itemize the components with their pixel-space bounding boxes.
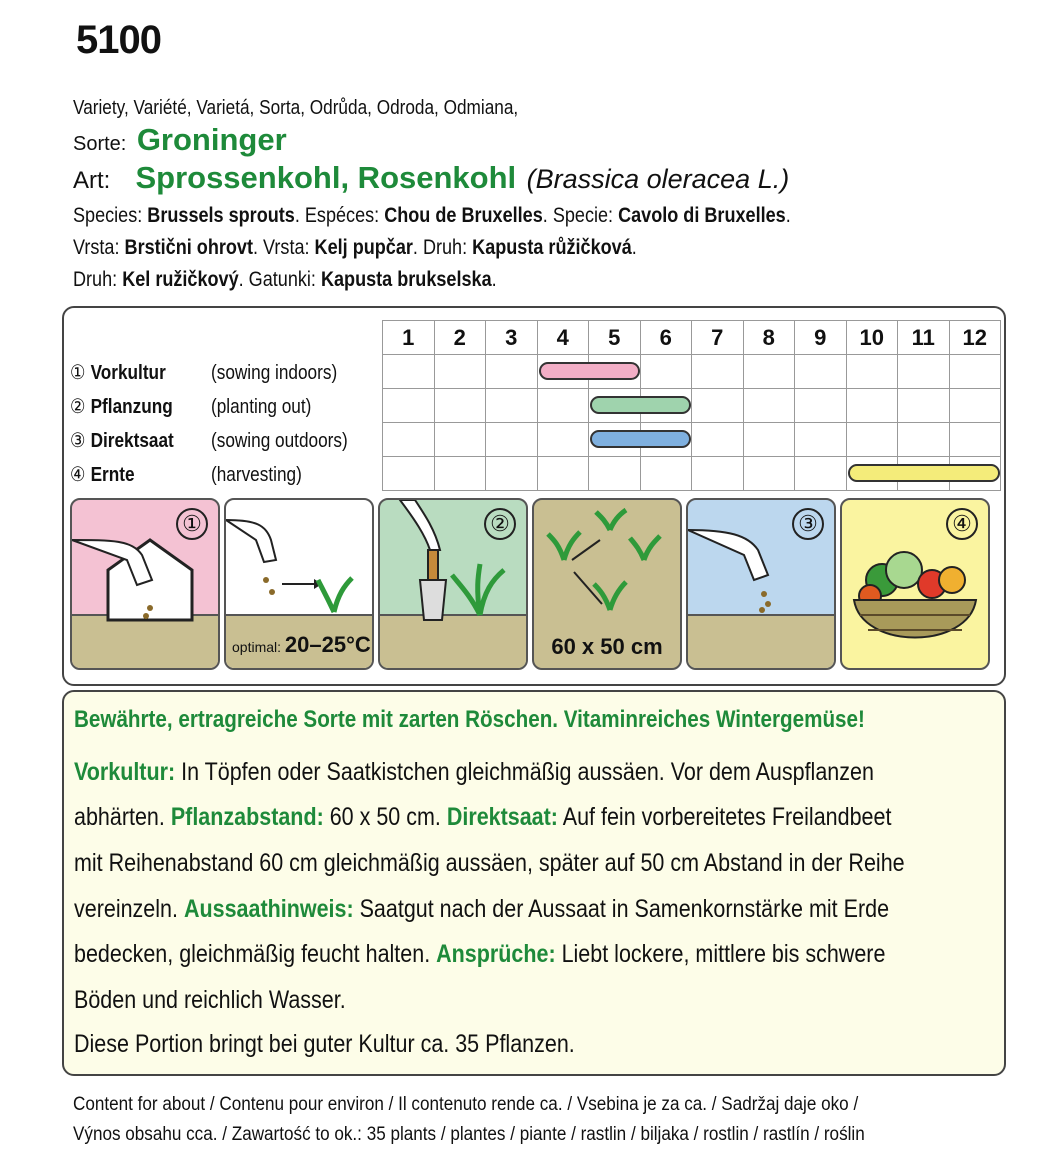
keyword: Direktsaat: bbox=[446, 803, 558, 831]
desc-line bbox=[74, 758, 874, 787]
step-number: ① bbox=[176, 508, 208, 540]
row-name: Vorkultur bbox=[90, 362, 166, 384]
row-number: ② bbox=[70, 396, 86, 418]
month-header-row bbox=[383, 321, 1001, 355]
period-bar-direktsaat bbox=[590, 430, 691, 448]
month-cell: 10 bbox=[846, 321, 898, 355]
desc-line bbox=[74, 895, 889, 924]
art-label: Art: bbox=[73, 167, 111, 194]
desc-text: abhärten. bbox=[74, 803, 171, 831]
species-value: Brussels sprouts bbox=[147, 204, 295, 227]
panel-spacing bbox=[532, 498, 682, 670]
desc-line bbox=[74, 803, 891, 832]
row-number: ① bbox=[70, 362, 86, 384]
row-desc: (sowing indoors) bbox=[210, 362, 338, 384]
species-label: Vrsta: bbox=[263, 236, 310, 259]
panel-planting-out bbox=[378, 498, 528, 670]
month-cell: 5 bbox=[589, 321, 641, 355]
keyword: Ansprüche: bbox=[436, 940, 556, 968]
species-line-2: Vrsta: Brstični ohrovt. Vrsta: Kelj pupčar. Druh: Kapusta růžičková. bbox=[73, 236, 637, 259]
sorte-value: Groninger bbox=[136, 122, 287, 157]
calendar-row bbox=[383, 389, 1001, 423]
panel-harvest bbox=[840, 498, 990, 670]
keyword: Aussaathinweis: bbox=[183, 895, 354, 923]
row-label-pflanzung bbox=[70, 394, 311, 419]
species-label: Vrsta: bbox=[73, 236, 120, 259]
month-cell: 3 bbox=[486, 321, 538, 355]
period-bar-vorkultur bbox=[539, 362, 640, 380]
headline: Bewährte, ertragreiche Sorte mit zarten Röschen. Vitaminreiches Wintergemüse! bbox=[74, 706, 865, 733]
species-value: Kapusta brukselska bbox=[320, 268, 492, 291]
period-bar-pflanzung bbox=[590, 396, 691, 414]
month-cell: 6 bbox=[640, 321, 692, 355]
step-number: ② bbox=[484, 508, 516, 540]
desc-line bbox=[74, 849, 905, 878]
desc-line bbox=[74, 986, 346, 1015]
keyword: Vorkultur: bbox=[74, 758, 176, 786]
desc-text: Liebt lockere, mittlere bis schwere bbox=[555, 940, 886, 968]
month-cell: 8 bbox=[743, 321, 795, 355]
period-bar-ernte bbox=[848, 464, 1001, 482]
sorte-label: Sorte: bbox=[73, 133, 127, 155]
species-value: Kapusta růžičková bbox=[472, 236, 632, 259]
desc-text: Böden und reichlich Wasser. bbox=[74, 986, 346, 1014]
description-box bbox=[62, 690, 1006, 1076]
row-name: Ernte bbox=[90, 464, 135, 486]
month-cell: 12 bbox=[949, 321, 1001, 355]
species-value: Cavolo di Bruxelles bbox=[618, 204, 786, 227]
species-label: Druh: bbox=[73, 268, 118, 291]
desc-text: vereinzeln. bbox=[74, 895, 184, 923]
month-cell: 9 bbox=[795, 321, 847, 355]
step-number: ④ bbox=[946, 508, 978, 540]
species-label: Espéces: bbox=[304, 204, 380, 227]
keyword: Pflanzabstand: bbox=[170, 803, 324, 831]
sorte-line bbox=[73, 122, 287, 158]
month-cell: 2 bbox=[434, 321, 486, 355]
month-cell: 7 bbox=[692, 321, 744, 355]
species-label: Specie: bbox=[552, 204, 614, 227]
desc-line bbox=[74, 1030, 575, 1059]
row-name: Direktsaat bbox=[90, 430, 174, 452]
calendar-row bbox=[383, 355, 1001, 389]
row-desc: (harvesting) bbox=[210, 464, 302, 486]
row-label-ernte bbox=[70, 462, 302, 487]
species-value: Brstični ohrovt bbox=[124, 236, 253, 259]
row-desc: (planting out) bbox=[210, 396, 312, 418]
species-line-1: Species: Brussels sprouts. Espéces: Chou de Bruxelles. Specie: Cavolo di Bruxelles. bbox=[73, 204, 791, 227]
panel-germination bbox=[224, 498, 374, 670]
row-label-vorkultur bbox=[70, 360, 337, 385]
art-value: Sprossenkohl, Rosenkohl bbox=[135, 160, 517, 195]
desc-text: bedecken, gleichmäßig feucht halten. bbox=[74, 940, 437, 968]
row-label-direktsaat bbox=[70, 428, 348, 453]
desc-text: Saatgut nach der Aussaat in Samenkornstärke mit Erde bbox=[353, 895, 890, 923]
month-cell: 1 bbox=[383, 321, 435, 355]
species-label: Species: bbox=[73, 204, 143, 227]
sowing-calendar bbox=[62, 306, 1006, 686]
desc-text: Diese Portion bringt bei guter Kultur ca. 35 Pflanzen. bbox=[74, 1030, 575, 1058]
month-cell: 4 bbox=[537, 321, 589, 355]
optimal-label: optimal: bbox=[232, 639, 282, 655]
panel-sowing-outdoors bbox=[686, 498, 836, 670]
art-line bbox=[73, 160, 789, 196]
species-value: Chou de Bruxelles bbox=[384, 204, 543, 227]
row-desc: (sowing outdoors) bbox=[210, 430, 348, 452]
month-cell: 11 bbox=[898, 321, 950, 355]
footer-line-2: Výnos obsahu cca. / Zawartość to ok.: 35 plants / plantes / piante / rastlin / biljaka / rostlin / rastlín / roślin bbox=[73, 1124, 865, 1145]
optimal-temperature bbox=[232, 632, 372, 658]
desc-text: mit Reihenabstand 60 cm gleichmäßig aussäen, später auf 50 cm Abstand in der Reihe bbox=[74, 849, 905, 877]
optimal-value: 20–25°C bbox=[284, 632, 371, 657]
species-value: Kel ružičkový bbox=[122, 268, 239, 291]
desc-line bbox=[74, 940, 885, 969]
desc-text: In Töpfen oder Saatkistchen gleichmäßig aussäen. Vor dem Auspflanzen bbox=[175, 758, 874, 786]
species-line-3: Druh: Kel ružičkový. Gatunki: Kapusta brukselska. bbox=[73, 268, 497, 291]
species-value: Kelj pupčar bbox=[314, 236, 413, 259]
row-number: ④ bbox=[70, 464, 86, 486]
variety-line: Variety, Variété, Varietá, Sorta, Odrůda, Odroda, Odmiana, bbox=[73, 97, 519, 119]
row-number: ③ bbox=[70, 430, 86, 452]
row-name: Pflanzung bbox=[90, 396, 173, 418]
species-label: Druh: bbox=[422, 236, 468, 259]
art-latin: (Brassica oleracea L.) bbox=[526, 164, 790, 194]
product-code: 5100 bbox=[76, 18, 161, 62]
species-label: Gatunki: bbox=[248, 268, 316, 291]
step-number: ③ bbox=[792, 508, 824, 540]
spacing-label: 60 x 50 cm bbox=[551, 634, 663, 659]
calendar-row bbox=[383, 423, 1001, 457]
footer-line-1: Content for about / Contenu pour environ / Il contenuto rende ca. / Vsebina je za ca. / Sadržaj daje oko / bbox=[73, 1094, 859, 1115]
desc-text: Auf fein vorbereitetes Freilandbeet bbox=[557, 803, 892, 831]
panel-sowing-indoors bbox=[70, 498, 220, 670]
desc-text: 60 x 50 cm. bbox=[323, 803, 447, 831]
